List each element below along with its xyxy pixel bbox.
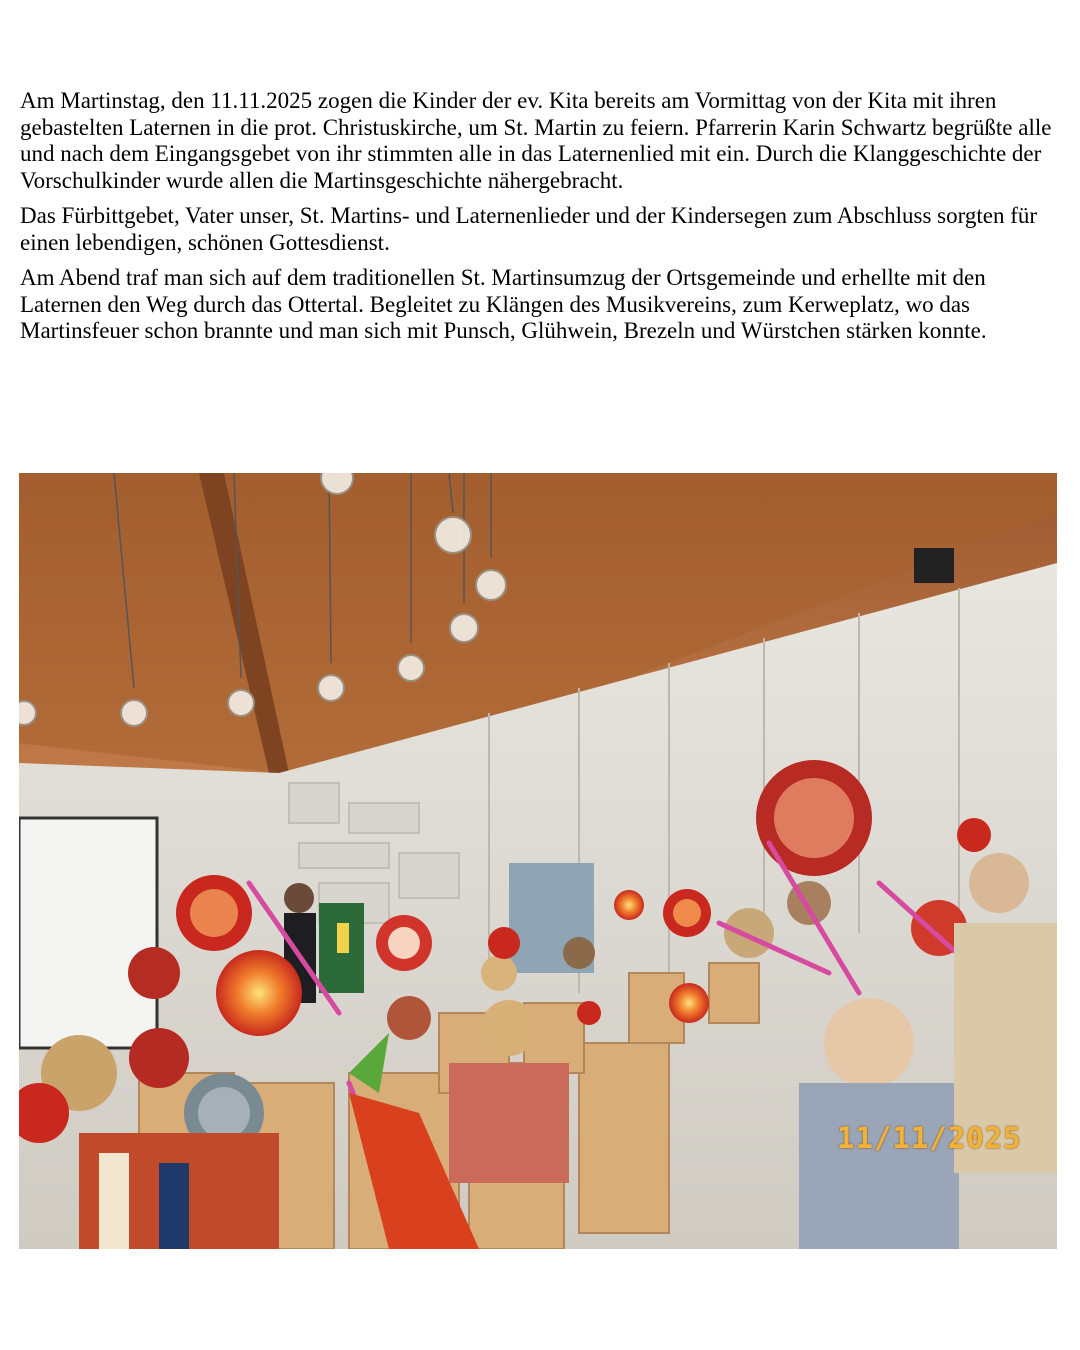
church-photo [19, 473, 1057, 1249]
paragraph-2: Das Fürbittgebet, Vater unser, St. Martins- und Laternenlieder und der Kindersegen zum Abschluss sorgten für einen lebendigen, schönen Gottesdienst. [20, 203, 1038, 255]
paragraph-1: Am Martinstag, den 11.11.2025 zogen die Kinder der ev. Kita bereits am Vormittag von der Kita mit ihren gebastelten Laternen in die prot. Christuskirche, um St. Martin zu feiern. Pfarrerin Karin Schwartz begrüßte alle und nach dem Eingangsgebet von ihr stimmten alle in das Laternenlied mit ein. Durch die Klanggeschichte der Vorschulkinder wurde allen die Martinsgeschichte nähergebracht. [20, 88, 1052, 193]
article-text [20, 88, 1065, 354]
date-stamp: 11/11/2025 [837, 1121, 1022, 1155]
projection-screen [19, 818, 157, 1048]
paragraph-3: Am Abend traf man sich auf dem traditionellen St. Martinsumzug der Ortsgemeinde und erhellte mit den Laternen den Weg durch das Ottertal. Begleitet zu Klängen des Musikvereins, zum Kerweplatz, wo das Martinsfeuer schon brannte und man sich mit Punsch, Glühwein, Brezeln und Würstchen stärken konnte. [20, 265, 987, 343]
pastor [284, 883, 314, 913]
